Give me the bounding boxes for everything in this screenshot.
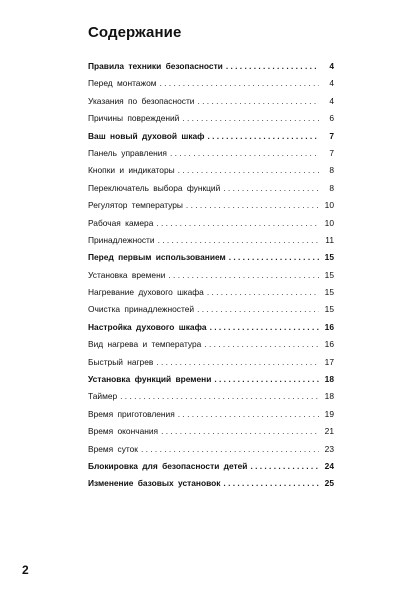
toc-entry-label: Изменение базовых установок [88,478,221,489]
toc-entry-label: Вид нагрева и температура [88,339,202,350]
toc-entry-label: Очистка принадлежностей [88,304,195,315]
toc-entry-label: Настройка духового шкафа [88,321,207,332]
toc-entry [88,145,334,162]
toc-dot-leader [210,319,319,336]
toc-entry [88,215,334,232]
toc-entry-page: 21 [324,426,334,437]
toc-entry [88,284,334,301]
toc-dot-leader [197,301,319,318]
toc-entry-label: Время приготовления [88,408,175,419]
toc-entry-label: Переключатель выбора функций [88,182,221,193]
toc-entry-label: Ваш новый духовой шкаф [88,130,205,141]
toc-entry-page: 7 [329,147,334,158]
toc-entry-page: 23 [324,443,334,454]
toc-dot-leader [156,354,319,371]
toc-entry-label: Регулятор температуры [88,200,183,211]
toc-entry-label: Причины повреждений [88,113,180,124]
toc-dot-leader [178,406,319,423]
toc-section-entry [88,319,334,336]
toc-entry-page: 4 [329,78,334,89]
toc-entry-label: Время окончания [88,426,159,437]
toc-dot-leader [208,128,320,145]
table-of-contents [88,58,334,493]
toc-dot-leader [120,388,319,405]
toc-dot-leader [197,93,319,110]
toc-entry-page: 24 [324,460,334,471]
toc-entry-page: 16 [324,339,334,350]
toc-entry-page: 15 [324,287,334,298]
toc-entry-label: Кнопки и индикаторы [88,165,175,176]
toc-section-entry [88,458,334,475]
toc-entry [88,301,334,318]
toc-entry-page: 8 [329,182,334,193]
toc-entry-page: 15 [324,304,334,315]
toc-section-entry [88,249,334,266]
toc-entry [88,388,334,405]
toc-dot-leader [223,475,319,492]
toc-entry-page: 4 [329,95,334,106]
toc-entry [88,180,334,197]
toc-entry [88,267,334,284]
toc-entry-label: Рабочая камера [88,217,154,228]
toc-entry-label: Таймер [88,391,118,402]
toc-entry [88,197,334,214]
toc-entry-label: Быстрый нагрев [88,356,154,367]
page-title: Содержание [88,24,182,41]
toc-dot-leader [161,423,319,440]
toc-entry-page: 10 [324,200,334,211]
toc-entry-label: Перед монтажом [88,78,157,89]
toc-entry [88,232,334,249]
toc-entry [88,93,334,110]
toc-entry-page: 16 [324,321,334,332]
toc-entry-page: 25 [324,478,334,489]
toc-entry-page: 19 [324,408,334,419]
toc-entry-label: Установка времени [88,269,166,280]
toc-entry [88,336,334,353]
toc-entry-label: Блокировка для безопасности детей [88,460,248,471]
toc-section-entry [88,58,334,75]
toc-entry-page: 18 [324,374,334,385]
toc-dot-leader [214,371,319,388]
toc-entry-page: 15 [324,269,334,280]
toc-entry-page: 10 [324,217,334,228]
toc-entry [88,423,334,440]
toc-entry-label: Перед первым использованием [88,252,226,263]
page-number: 2 [22,563,29,577]
toc-entry-page: 18 [324,391,334,402]
toc-dot-leader [159,75,319,92]
toc-dot-leader [186,197,319,214]
toc-dot-leader [250,458,319,475]
toc-entry [88,354,334,371]
toc-entry-label: Установка функций времени [88,374,212,385]
toc-section-entry [88,128,334,145]
toc-entry-label: Правила техники безопасности [88,61,223,71]
toc-entry-page: 6 [329,113,334,124]
toc-entry [88,406,334,423]
toc-entry-label: Время суток [88,443,138,454]
toc-dot-leader [182,110,319,127]
toc-entry-label: Панель управления [88,147,167,158]
toc-entry [88,441,334,458]
toc-entry-page: 17 [324,356,334,367]
toc-dot-leader [178,162,319,179]
toc-dot-leader [156,215,319,232]
toc-dot-leader [229,249,319,266]
toc-entry [88,162,334,179]
toc-entry-label: Указания по безопасности [88,95,195,106]
toc-dot-leader [226,58,319,75]
toc-entry-label: Принадлежности [88,234,155,245]
toc-dot-leader [168,267,319,284]
toc-entry [88,75,334,92]
toc-section-entry [88,371,334,388]
toc-entry-page: 11 [325,234,334,245]
toc-entry-label: Нагревание духового шкафа [88,287,204,298]
toc-dot-leader [207,284,319,301]
toc-dot-leader [223,180,319,197]
toc-entry-page: 7 [329,130,334,141]
toc-dot-leader [204,336,319,353]
toc-dot-leader [158,232,319,249]
toc-entry [88,110,334,127]
toc-entry-page: 8 [329,165,334,176]
toc-dot-leader [141,441,319,458]
toc-entry-page: 4 [329,61,334,71]
toc-section-entry [88,475,334,492]
toc-dot-leader [170,145,319,162]
toc-entry-page: 15 [324,252,334,263]
